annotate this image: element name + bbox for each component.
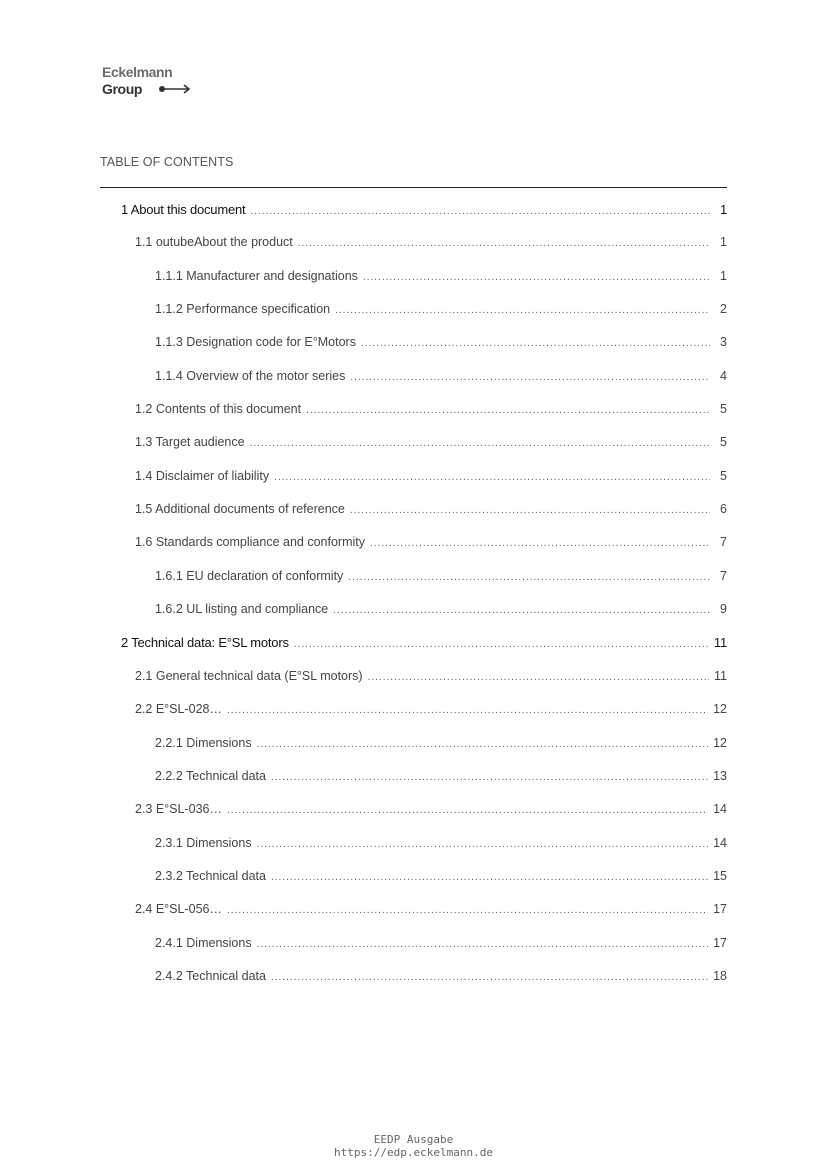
toc-entry-page: 1 (720, 268, 727, 283)
toc-entry-page: 5 (720, 402, 727, 417)
toc-entry-page: 14 (713, 835, 727, 850)
toc-dot-leader (227, 694, 708, 727)
toc-entry[interactable] (100, 793, 727, 826)
toc-entry-page: 17 (713, 935, 727, 950)
toc-dot-leader (333, 594, 710, 627)
toc-entry[interactable] (100, 827, 727, 860)
toc-dot-leader (298, 227, 710, 260)
toc-entry-page: 6 (720, 502, 727, 517)
toc-entry[interactable] (100, 426, 727, 459)
toc-entry[interactable] (100, 560, 727, 593)
toc-entry-page: 2 (720, 302, 727, 317)
toc-entry-title: 2.2 E°SL-028… (135, 702, 222, 717)
toc-dot-leader (257, 728, 709, 761)
toc-entry-title: 1.1.2 Performance specification (155, 302, 331, 317)
toc-entry-title: 2.3 E°SL-036… (135, 802, 222, 817)
toc-dot-leader (350, 361, 710, 394)
toc-entry[interactable] (100, 293, 727, 326)
toc-entry-title: 1.1.3 Designation code for E°Motors (155, 335, 356, 350)
toc-dot-leader (348, 561, 710, 594)
company-logo (102, 64, 202, 100)
toc-entry-title: 1.4 Disclaimer of liability (135, 468, 270, 483)
toc-dot-leader (257, 828, 709, 861)
toc-entry-page: 12 (713, 702, 727, 717)
toc-heading: TABLE OF CONTENTS (100, 155, 234, 169)
toc-entry-page: 7 (720, 535, 727, 550)
toc-entry-page: 15 (713, 868, 727, 883)
toc-dot-leader (368, 661, 709, 694)
toc-entry-title: 2 Technical data: E°SL motors (121, 635, 289, 651)
toc-entry-page: 12 (713, 735, 727, 750)
toc-entry-title: 1.6 Standards compliance and conformity (135, 535, 365, 550)
toc-entry[interactable] (100, 326, 727, 359)
toc-dot-leader (271, 861, 708, 894)
toc-entry[interactable] (100, 660, 727, 693)
toc-entry-title: 2.2.2 Technical data (155, 768, 266, 783)
toc-entry[interactable] (100, 593, 727, 626)
toc-entry-page: 17 (713, 902, 727, 917)
toc-entry[interactable] (100, 693, 727, 726)
toc-entry-page: 3 (720, 335, 727, 350)
toc-entry-title: 1.1 outubeAbout the product (135, 235, 293, 250)
toc-dot-leader (274, 461, 710, 494)
toc-entry-title: 1.2 Contents of this document (135, 402, 302, 417)
toc-entry-page: 9 (720, 602, 727, 617)
toc-entry-title: 2.4.2 Technical data (155, 968, 266, 983)
toc-entry[interactable] (100, 927, 727, 960)
toc-entry-page: 5 (720, 435, 727, 450)
toc-entry-page: 5 (720, 468, 727, 483)
toc-entry-page: 4 (720, 368, 727, 383)
toc-dot-leader (250, 427, 710, 460)
toc-entry-title: 1.5 Additional documents of reference (135, 502, 345, 517)
toc-entry[interactable] (100, 193, 727, 226)
logo-arrow-icon (158, 83, 192, 95)
toc-entry[interactable] (100, 727, 727, 760)
toc-dot-leader (335, 294, 710, 327)
toc-entry-title: 2.4.1 Dimensions (155, 935, 252, 950)
toc-entry-title: 1.6.2 UL listing and compliance (155, 602, 329, 617)
toc-divider (100, 187, 727, 188)
footer-url[interactable]: https://edp.eckelmann.de (334, 1146, 493, 1159)
toc-dot-leader (306, 394, 710, 427)
toc-dot-leader (257, 928, 709, 961)
toc-entry[interactable] (100, 960, 727, 993)
toc-entry-title: 1 About this document (121, 202, 246, 217)
page-footer (0, 1133, 827, 1159)
toc-entry-page: 7 (720, 568, 727, 583)
toc-entry-title: 2.1 General technical data (E°SL motors) (135, 668, 363, 683)
toc-dot-leader (271, 761, 708, 794)
toc-entry-page: 11 (714, 668, 727, 683)
toc-entry-title: 1.3 Target audience (135, 435, 245, 450)
toc-entry-title: 2.4 E°SL-056… (135, 902, 222, 917)
logo-text-group: Group (102, 81, 142, 97)
toc-dot-leader (227, 794, 708, 827)
toc-dot-leader (361, 327, 710, 360)
toc-entry-page: 1 (719, 202, 727, 217)
toc-entry-title: 1.1.1 Manufacturer and designations (155, 268, 358, 283)
toc-entry-page: 11 (713, 635, 727, 651)
toc-entry[interactable] (100, 260, 727, 293)
toc-entry-title: 1.6.1 EU declaration of conformity (155, 568, 344, 583)
toc-entry-page: 14 (713, 802, 727, 817)
toc-entry[interactable] (100, 760, 727, 793)
toc-dot-leader (294, 628, 709, 661)
toc-entry-title: 2.2.1 Dimensions (155, 735, 252, 750)
footer-edition: EEDP Ausgabe (373, 1133, 454, 1146)
toc-entry[interactable] (100, 893, 727, 926)
toc-entry[interactable] (100, 460, 727, 493)
toc-entry[interactable] (100, 393, 727, 426)
toc-entry[interactable] (100, 360, 727, 393)
toc-entry-page: 1 (720, 235, 727, 250)
toc-dot-leader (370, 527, 710, 560)
toc-dot-leader (363, 261, 710, 294)
toc-list (100, 193, 727, 993)
toc-entry-title: 1.1.4 Overview of the motor series (155, 368, 346, 383)
toc-entry[interactable] (100, 626, 727, 659)
toc-entry[interactable] (100, 860, 727, 893)
toc-entry[interactable] (100, 226, 727, 259)
toc-entry[interactable] (100, 526, 727, 559)
toc-dot-leader (250, 195, 710, 228)
toc-entry-page: 13 (713, 768, 727, 783)
toc-entry-page: 18 (713, 968, 727, 983)
toc-entry-title: 2.3.1 Dimensions (155, 835, 252, 850)
toc-dot-leader (227, 894, 708, 927)
toc-entry-title: 2.3.2 Technical data (155, 868, 266, 883)
toc-dot-leader (350, 494, 710, 527)
toc-dot-leader (271, 961, 708, 994)
toc-entry[interactable] (100, 493, 727, 526)
logo-text-eckelmann: Eckelmann (102, 64, 173, 80)
